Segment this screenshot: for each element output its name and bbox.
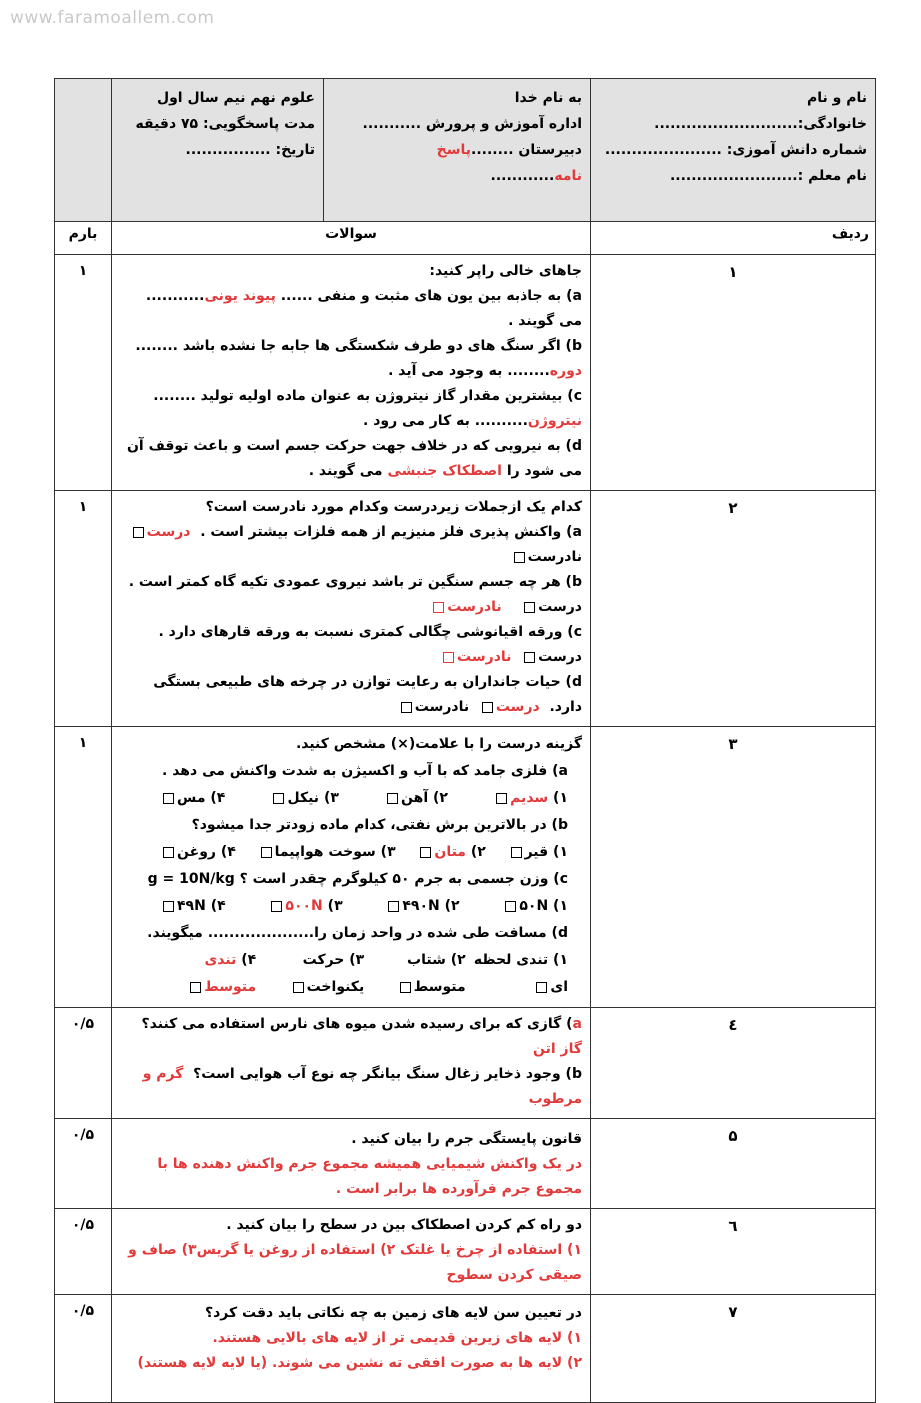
question-score: ۱ [55, 255, 112, 491]
question-body [112, 491, 591, 727]
basmala: به نام خدا [514, 90, 582, 106]
question-title: کدام یک ازجملات زیردرست وکدام مورد نادرست است؟ [205, 499, 582, 515]
mc-stem: c) وزن جسمی به جرم ۵۰ کیلوگرم چقدر است ؟ g = 10N/kg [147, 871, 568, 887]
mc-option[interactable]: ۴) ۴۹N [160, 893, 226, 920]
mc-stem: b) در بالاترین برش نفتی، کدام ماده زودتر جدا میشود؟ [191, 817, 568, 833]
mc-options [120, 893, 582, 920]
mc-option[interactable]: ۳) نیکل [270, 785, 338, 812]
question-body [112, 1209, 591, 1295]
question-number: ٤ [591, 1008, 876, 1119]
exam-title: علوم نهم نیم سال اول [156, 90, 315, 106]
short-answer-item: b) وجود ذخایر زغال سنگ بیانگر چه نوع آب هوایی است؟ گرم و مرطوب [142, 1066, 582, 1107]
question-number: ٦ [591, 1209, 876, 1295]
mc-option[interactable]: ۴) تندی متوسط [160, 947, 256, 1001]
mc-option[interactable]: ۴) مس [160, 785, 225, 812]
question-title: دو راه کم کردن اصطکاک بین در سطح را بیان کنید . [226, 1217, 582, 1233]
question-score: ۰/۵ [55, 1119, 112, 1209]
true-false-item: b) هر چه جسم سنگین تر باشد نیروی عمودی تکیه گاه کمتر است . درست نادرست [128, 574, 582, 615]
question-title: جاهای خالی راپر کنید: [429, 263, 582, 279]
student-number-field: شماره دانش آموزی: ...................... [604, 142, 867, 158]
mc-option[interactable]: ۲) ۴۹۰N [385, 893, 459, 920]
mc-stem: a) فلزی جامد که با آب و اکسیژن به شدت واکنش می دهد . [162, 763, 568, 779]
mc-option[interactable]: ۱) ۵۰N [502, 893, 568, 920]
question-number: ۵ [591, 1119, 876, 1209]
true-false-item: c) ورقه اقیانوشی چگالی کمتری نسبت به ورقه قارهای دارد . درست نادرست [158, 624, 582, 665]
question-score: ۰/۵ [55, 1295, 112, 1403]
checkbox-false[interactable] [401, 702, 412, 713]
header-score-spacer [55, 79, 112, 222]
question-row [55, 1008, 876, 1119]
question-body [112, 1295, 591, 1403]
blank-item: c) بیشترین مقدار گاز نیتروژن به عنوان ماده اولیه تولید ........ نیتروژن.......... به کار می رود . [153, 388, 582, 429]
student-info [591, 79, 876, 222]
answer-text: ۲) لایه ها به صورت افقی ته نشین می شوند. (یا لایه لایه هستند) [137, 1355, 582, 1371]
question-title: در تعیین سن لایه های زمین به چه نکاتی باید دقت کرد؟ [204, 1305, 582, 1321]
question-body [112, 1119, 591, 1209]
short-answer-item: a) گازی که برای رسیده شدن میوه های نارس استفاده می کنند؟ گاز اتن [141, 1016, 582, 1057]
mc-option[interactable]: ۳) سوخت هواپیما [258, 839, 396, 866]
question-row [55, 255, 876, 491]
mc-options [120, 785, 582, 812]
mc-option[interactable]: ۱) قیر [508, 839, 568, 866]
true-false-item: d) حیات جانداران به رعایت توازن در چرخه های طبیعی بستگی دارد. درست نادرست [153, 674, 582, 715]
answer-key-line: نامه............ [490, 168, 582, 184]
col-row-number: ردیف [591, 222, 876, 255]
answer-text: ۱) لایه های زیرین قدیمی تر از لایه های بالایی هستند. [212, 1330, 582, 1346]
mc-option[interactable]: ۲) متان [417, 839, 485, 866]
question-score: ۱ [55, 727, 112, 1008]
education-office: اداره آموزش و پرورش ........... [362, 116, 582, 132]
checkbox-false[interactable] [443, 652, 454, 663]
question-row [55, 1119, 876, 1209]
true-false-item: a) واکنش پذیری فلز منیزیم از همه فلزات بیشتر است . درست نادرست [120, 520, 582, 570]
question-number: ۱ [591, 255, 876, 491]
mc-option[interactable]: ۱) سدیم [493, 785, 568, 812]
student-name-field: نام و نام خانوادگی:........................... [654, 90, 867, 132]
question-number: ۳ [591, 727, 876, 1008]
mc-option[interactable]: ۲) آهن [384, 785, 448, 812]
col-questions: سوالات [112, 222, 591, 255]
question-row [55, 1295, 876, 1403]
checkbox-false[interactable] [514, 552, 525, 563]
mc-option[interactable]: ۱) تندی لحظه ای [473, 952, 568, 995]
school-info [324, 79, 591, 222]
question-body [112, 1008, 591, 1119]
answer-text: ۱) استفاده از چرخ یا غلتک ۲) استفاده از روغن یا گریس۳) صاف و صیقی کردن سطوح [128, 1242, 582, 1283]
mc-options [120, 839, 582, 866]
question-row [55, 491, 876, 727]
answer-text: در یک واکنش شیمیایی همیشه مجموع جرم واکنش دهنده ها با مجموع جرم فرآورده ها برابر است . [157, 1156, 582, 1197]
question-score: ۰/۵ [55, 1209, 112, 1295]
question-score: ۱ [55, 491, 112, 727]
question-title: قانون پایستگی جرم را بیان کنید . [351, 1131, 582, 1147]
exam-sheet [54, 78, 876, 1403]
answer-key-word: پاسخ [436, 142, 472, 158]
checkbox-true[interactable] [133, 527, 144, 538]
question-title: گزینه درست را با علامت(×) مشخص کنید. [295, 736, 582, 752]
checkbox-false[interactable] [433, 602, 444, 613]
mc-options [120, 947, 582, 1001]
question-body [112, 727, 591, 1008]
blank-item: b) اگر سنگ های دو طرف شکستگی ها جابه جا نشده باشد ........ دوره........ به وجود می آید . [135, 338, 582, 379]
question-row [55, 1209, 876, 1295]
column-header-row [55, 222, 876, 255]
exam-duration: مدت پاسخگویی: ۷۵ دقیقه [135, 116, 315, 132]
question-score: ۰/۵ [55, 1008, 112, 1119]
col-score: بارم [55, 222, 112, 255]
blank-item: d) به نیرویی که در خلاف جهت حرکت جسم است و باعث توقف آن می شود را اصطکاک جنبشی می گویند . [126, 438, 582, 479]
question-number: ۷ [591, 1295, 876, 1403]
school-line: دبیرستان ........پاسخ [436, 142, 582, 158]
mc-option[interactable]: ۴) روغن [160, 839, 236, 866]
header-row [55, 79, 876, 222]
teacher-name-field: نام معلم :........................ [669, 168, 867, 184]
mc-option[interactable]: ۳) ۵۰۰N [268, 893, 342, 920]
question-number: ۲ [591, 491, 876, 727]
exam-date: تاریخ: ................ [185, 142, 315, 158]
mc-option[interactable]: ۳) حرکت یکنواخت [256, 947, 364, 1001]
checkbox-true[interactable] [524, 652, 535, 663]
question-row [55, 727, 876, 1008]
question-body [112, 255, 591, 491]
checkbox-true[interactable] [482, 702, 493, 713]
blank-item: a) به جاذبه بین یون های مثبت و منفی ...... پیوند یونی........... می گویند . [145, 288, 582, 329]
mc-stem: d) مسافت طی شده در واحد زمان را.................... میگویند. [147, 925, 568, 941]
mc-option[interactable]: ۲) شتاب متوسط [364, 947, 465, 1001]
watermark-text: www.faramoallem.com [10, 8, 215, 28]
exam-info [112, 79, 324, 222]
checkbox-true[interactable] [524, 602, 535, 613]
